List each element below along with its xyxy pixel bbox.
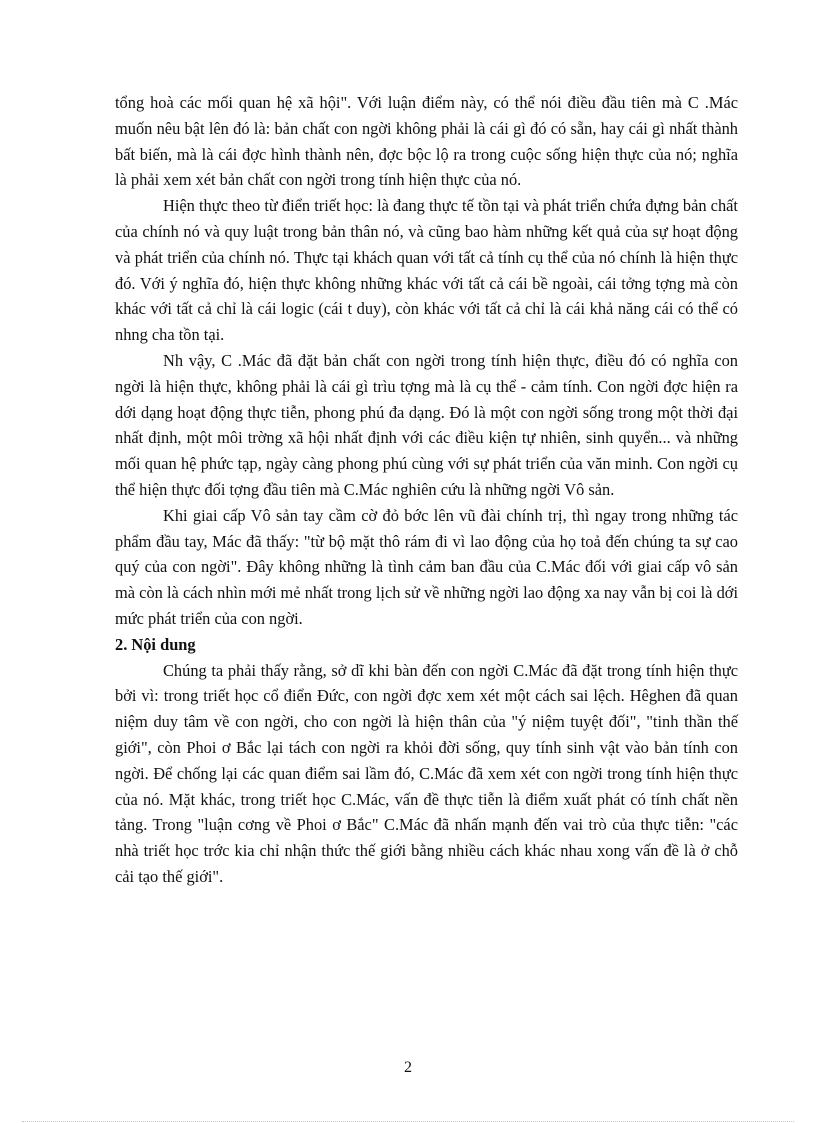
page-number: 2 bbox=[404, 1059, 412, 1076]
document-body bbox=[115, 90, 738, 890]
paragraph-3: Nh vậy, C .Mác đã đặt bản chất con ngời trong tính hiện thực, điều đó có nghĩa con ngời là hiện thực, không phải là cái gì trìu tợng mà là cụ thể - cảm tính. Con ngời đợc hiện ra dới dạng hoạt động thực tiễn, phong phú đa dạng. Đó là một con ngời sống trong một thời đại nhất định, một môi trờng xã hội nhất định với các điều kiện tự nhiên, sinh quyển... và những mối quan hệ phức tạp, ngày càng phong phú cùng với sự phát triển của văn minh. Con ngời cụ thể hiện thực đối tợng đầu tiên mà C.Mác nghiên cứu là những ngời Vô sản. bbox=[115, 350, 738, 499]
section-heading: 2. Nội dung bbox=[115, 634, 196, 654]
paragraph-2: Hiện thực theo từ điển triết học: là đang thực tế tồn tại và phát triển chứa đựng bản chất của chính nó và quy luật trong bản thân nó, và cũng bao hàm những kết quả của sự hoạt động và phát triển của chính nó. Thực tại khách quan với tất cả tính cụ thể của nó chính là hiện thực đó. Với ý nghĩa đó, hiện thực không những khác với tất cả cái bề ngoài, cái tởng tợng mà còn khác với tất cả chỉ là cái logic (cái t duy), còn khác với tất cả chỉ là cái khả năng cái có thể có nhng cha tồn tại. bbox=[115, 196, 738, 345]
paragraph-5: Chúng ta phải thấy rằng, sở dĩ khi bàn đến con ngời C.Mác đã đặt trong tính hiện thực bởi vì: trong triết học cổ điển Đức, con ngời đợc xem xét một cách sai lệch. Hêghen đã quan niệm duy tâm về con ngời, cho con ngời là hiện thân của "ý niệm tuyệt đối", "tinh thần thế giới", còn Phoi ơ Bắc lại tách con ngời ra khỏi đời sống, quy tính sinh vật vào bản tính con ngời. Để chống lại các quan điểm sai lầm đó, C.Mác đã xem xét con ngời trong tính hiện thực của nó. Mặt khác, trong triết học C.Mác, vấn đề thực tiễn là điểm xuất phát có tính chất nền tảng. Trong "luận cơng về Phoi ơ Bắc" C.Mác đã nhấn mạnh đến vai trò của thực tiễn: "các nhà triết học trớc kia chỉ nhận thức thế giới bằng nhiều cách khác nhau xong vấn đề là ở chỗ cải tạo thế giới". bbox=[115, 660, 738, 886]
paragraph-4: Khi giai cấp Vô sản tay cầm cờ đỏ bớc lên vũ đài chính trị, thì ngay trong những tác phẩm đầu tay, Mác đã thấy: "từ bộ mặt thô rám đi vì lao động của họ toả đến chúng ta sự cao quý của con ngời". Đây không những là tình cảm ban đầu của C.Mác đối với giai cấp vô sản mà còn là cách nhìn mới mẻ nhất trong lịch sử về những ngời lao động xa nay vẫn bị coi là dới mức phát triển của con ngời. bbox=[115, 505, 738, 628]
paragraph-1: tổng hoà các mối quan hệ xã hội". Với luận điểm này, có thể nói điều đầu tiên mà C .Mác muốn nêu bật lên đó là: bản chất con ngời không phải là cái gì đó có sẵn, hay cái gì nhất thành bất biến, mà là cái đợc hình thành nên, đợc bộc lộ ra trong cuộc sống hiện thực của nó; nghĩa là phải xem xét bản chất con ngời trong tính hiện thực của nó. bbox=[115, 93, 738, 190]
page-bottom-divider bbox=[22, 1121, 794, 1122]
